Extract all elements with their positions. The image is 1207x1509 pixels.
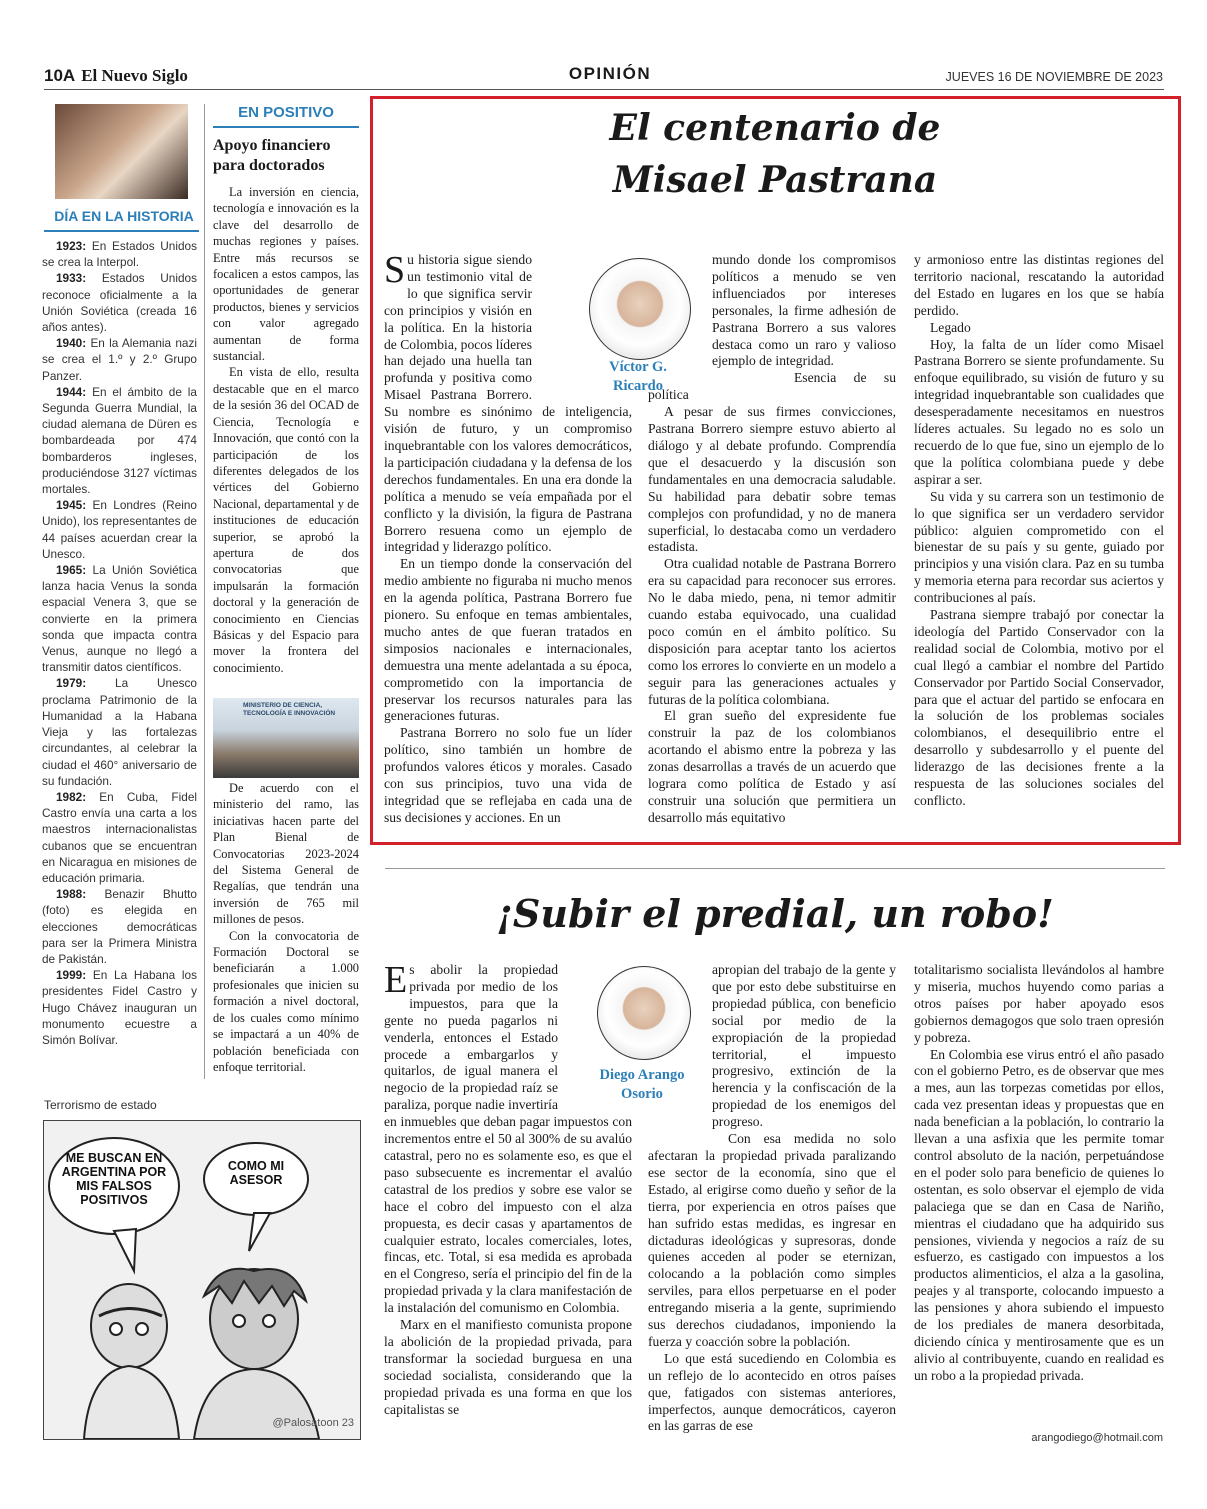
page-number: 10A bbox=[44, 66, 76, 85]
paragraph-text: s abolir la propiedad privada por medio de los impuestos, para que la gente no pueda pagarlos ni venderla, entonces el Estado procede a embargarlos y quitarlos, de igual manera el negocio de la propiedad raíz se paraliza, porque nadie invertiría en inmuebles que deban pagar impuestos con incrementos entre el 50 al 300% de su avalúo catastral, pero no es solamente eso, es que el paso subsecuente es incrementar el avalúo catastral de los predios y sobre ese valor se hace el cobro del impuesto con el alza propuesta, es decir casas y apartamentos de cualquier estrato, locales comerciales, lotes, fincas, etc. Total, si esa medida es aprobada en el Congreso, sería el principio del fin de la propiedad privada y la clara manifestación de la instalación del comunismo en Colombia. bbox=[384, 962, 632, 1316]
article2-column-2 bbox=[648, 962, 896, 1435]
historia-text: Estados Unidos reconoce oficialmente a la Unión Soviética (creada 16 años antes). bbox=[42, 271, 197, 335]
historia-year: 1933: bbox=[56, 271, 87, 286]
photo-banner: MINISTERIO DE CIENCIA, TECNOLOGÍA E INNOVACIÓN bbox=[243, 702, 336, 717]
historia-text: En Londres (Reino Unido), los representantes de 44 países acuerdan crear la Unesco. bbox=[42, 498, 197, 561]
historia-year: 1923: bbox=[56, 239, 87, 253]
historia-text: En La Habana los presidentes Fidel Castro y Hugo Chávez inauguran un monumento ecuestre a Simón Bolívar. bbox=[42, 968, 197, 1047]
dropcap: S bbox=[384, 249, 406, 291]
article1-column-2 bbox=[648, 252, 896, 827]
article2-title: ¡Subir el predial, un robo! bbox=[496, 891, 1054, 936]
historia-entry bbox=[42, 675, 197, 788]
historia-entry bbox=[42, 886, 197, 967]
article-separator bbox=[385, 868, 1165, 869]
dropcap: E bbox=[384, 959, 408, 1001]
historia-entry bbox=[42, 562, 197, 675]
historia-year: 1944: bbox=[56, 384, 87, 399]
subheading: Legado bbox=[930, 319, 971, 335]
historia-rule bbox=[44, 230, 199, 232]
paragraph: Con la convocatoria de Formación Doctoral se beneficiarán a 1.000 profesionales que inicien su formación a nivel doctoral, de los cuales como mínimo se impactará a un 40% de población beneficiada con enfoque territorial. bbox=[213, 928, 359, 1074]
historia-photo bbox=[55, 104, 188, 199]
historia-year: 1982: bbox=[56, 789, 87, 804]
historia-text: En la Alemania nazi se crea el 1.º y 2.º Grupo Panzer. bbox=[42, 336, 197, 383]
masthead bbox=[44, 66, 188, 86]
article1-title bbox=[380, 102, 1170, 206]
paragraph: Con esa medida no solo afectaran la propiedad privada paralizando ese sector de la economía, sino que el Estado, al erigirse como dueño y señor de la tierra, por experiencia en otros países que han sufrido estas medidas, es ingresar en dictaduras ideológicas y supresoras, donde quienes acceden al poder se eternizan, colocando a la población como simples serviles, para ellos perpetuarse en el poder entregando miseria a la gente, suprimiendo sus derechos ciudadanos, imponiendo la fuerza y coacción sobre la población. bbox=[648, 1131, 896, 1349]
section-title: OPINIÓN bbox=[568, 64, 652, 83]
cartoon-drawing bbox=[44, 1121, 360, 1439]
paragraph: En Colombia ese virus entró el año pasado con el gobierno Petro, es de observar que mes a mes, aun las torpezas cometidas por ellos, cada vez presentan ideas y propuestas que en nada benefician a la población, lo contrario la llevan a una asfixia que les permite tomar control absoluto de la nación, perpetuándose en el poder solo para beneficio de quienes lo ostentan, es solo observar el ejemplo de vida palaciega que se dan en Casa de Nariño, mientras el ciudadano que ha adquirido sus pensiones, vivienda y negocios a raíz de su esfuerzo, es castigado con impuestos a los productos alimenticios, el alza a la gasolina, peajes y al transporte, colocando impuesto a las pensiones y ahora subiendo el impuesto de los prediales de manera desorbitada, diciendo cínica y mentirosamente que es un alivio al contribuyente, cuando en realidad es un robo a la propiedad privada. bbox=[914, 1046, 1164, 1383]
header-rule bbox=[44, 89, 1164, 90]
article1-author: Víctor G. Ricardo bbox=[609, 359, 667, 394]
paragraph: La inversión en ciencia, tecnología e innovación es la clave del desarrollo de muchas regiones y países. Entre más recursos se focalicen a estos campos, las oportunidades de generar productos, bienes y servicios con valor agregado aumentan de forma sustancial. bbox=[213, 185, 359, 364]
historia-text: La Unión Soviética lanza hacia Venus la sonda espacial Venera 3, que se convierte en la primera sonda que impacta contra Venus, aunque no llegó a transmitir datos científicos. bbox=[42, 563, 197, 675]
paragraph: En un tiempo donde la conservación del medio ambiente no figuraba ni mucho menos en la agenda política, Pastrana Borrero fue pionero. Su enfoque en temas ambientales, mucho antes de que fueran tratados en simposios nacionales e internacionales, demuestra una mente adelantada a su época, comprometido con la importancia de preservar los recursos naturales para las generaciones futuras. bbox=[384, 556, 632, 724]
historia-year: 1988: bbox=[56, 887, 87, 902]
paragraph: De acuerdo con el ministerio del ramo, las iniciativas hacen parte del Plan Bienal de Convocatorias 2023-2024 del Sistema General de Regalías, que tendrán una inversión de 765 mil millones de pesos. bbox=[213, 781, 359, 927]
paragraph-text: u historia sigue siendo un testimonio vital de lo que significa servir con principios y visión en la política. En la historia de Colombia, pocos líderes han dejado una huella tan profunda y positiva como Misael Pastrana Borrero. Su nombre es sinónimo de inteligencia, visión de futuro, y un compromiso inquebrantable con los valores democráticos, la participación ciudadana y la defensa de los derechos fundamentales. En una era donde la política a menudo se veía empañada por el conflicto y la división, la figura de Pastrana Borrero resuena como un ejemplo de integridad y liderazgo político. bbox=[384, 252, 632, 555]
historia-title: DÍA EN LA HISTORIA bbox=[54, 208, 194, 224]
paragraph: Pastrana Borrero no solo fue un líder político, sino también un hombre de profundos valores éticos y morales. Casado con sus principios, tuvo una vida de integridad que se reflejaba en cada una de sus decisiones y acciones. En un bbox=[384, 725, 632, 825]
historia-year: 1979: bbox=[56, 676, 87, 691]
cartoon-bubble-2: COMO MI ASESOR bbox=[227, 1159, 285, 1187]
historia-entry bbox=[42, 789, 197, 886]
historia-year: 1945: bbox=[56, 498, 87, 513]
paragraph: Hoy, la falta de un líder como Misael Pastrana Borrero se siente profundamente. Su enfoque equilibrado, su visión de futuro y su integridad inquebrantable son cualidades que desesperadamente necesitamos en nuestros líderes actuales. Su legado no es solo un recuerdo de lo que fue, sino un ejemplo de lo que la política colombiana puede y debe aspirar a ser. bbox=[914, 336, 1164, 487]
paragraph: En vista de ello, resulta destacable que en el marco de la sesión 36 del OCAD de Ciencia, Tecnología e Innovación, que contó con la participación de los diferentes delegados de los vértices del Gobierno Nacional, departamental y de instituciones de educación superior, se aprobó la apertura de dos convocatorias que impulsarán la formación doctoral y la generación de conocimiento en Ciencias Básicas y del Espacio para mover la frontera del conocimiento. bbox=[213, 365, 359, 675]
positivo-body bbox=[213, 184, 359, 676]
paragraph: Su vida y su carrera son un testimonio de lo que significa ser un verdadero servidor público: alguien comprometido con el bienestar de su país y su gente, guiado por principios y una visión clara. Paz en su tumba y memoria eterna para recordar sus aciertos y contribuciones al país. bbox=[914, 488, 1164, 606]
positivo-rule bbox=[213, 126, 359, 128]
paragraph: A pesar de sus firmes convicciones, Pastrana Borrero siempre estuvo abierto al diálogo y al debate profundo. Comprendía que el desacuerdo y la discusión son fundamentales en una democracia saludable. Su habilidad para debatir sobre temas complejos con profundidad, y no de manera superficial, lo destacaba como un verdadero estadista. bbox=[648, 404, 896, 555]
historia-year: 1940: bbox=[56, 336, 87, 351]
column-divider bbox=[204, 104, 205, 1079]
author-spacer bbox=[648, 962, 708, 1132]
article2-column-1 bbox=[384, 959, 632, 1418]
cartoon-bubble-1: ME BUSCAN EN ARGENTINA POR MIS FALSOS POSITIVOS bbox=[61, 1151, 167, 1207]
cartoon bbox=[43, 1120, 361, 1440]
author-spacer bbox=[648, 252, 708, 382]
subheading: Esencia de su política bbox=[648, 370, 896, 403]
historia-year: 1999: bbox=[56, 968, 87, 983]
paragraph: Pastrana siempre trabajó por conectar la ideología del Partido Conservador con la realidad social de Colombia, motivo por el cual llegó a cambiar el nombre del Partido Conservador por Partido Social Conservador, para que el actuar del partido se enfocara en la solución de los problemas sociales colombianos, el desequilibrio entre el desarrollo y subdesarrollo y el puente del liderazgo de las decisiones frente a la respuesta de las soluciones sociales del conflicto. bbox=[914, 607, 1164, 808]
historia-entry bbox=[42, 497, 197, 562]
paragraph: totalitarismo socialista llevándolos al hambre y miseria, muchos huyendo como parias a otros países por haber apoyado esos gobiernos demagogos que solo traen opresión y pobreza. bbox=[914, 962, 1164, 1045]
historia-entry bbox=[42, 335, 197, 384]
historia-entry bbox=[42, 384, 197, 497]
positivo-body-2 bbox=[213, 780, 359, 1075]
newspaper-name: El Nuevo Siglo bbox=[81, 66, 188, 85]
historia-entry bbox=[42, 270, 197, 335]
paragraph: El gran sueño del expresidente fue construir la paz de los colombianos acortando el abismo entre la pobreza y las zonas desarrollas a través de un acuerdo que lograra como política de Estado y así construir una solución que permitiera un desarrollo más equitativo bbox=[648, 708, 896, 825]
positivo-photo bbox=[213, 698, 359, 778]
historia-text: En Cuba, Fidel Castro envía una carta a los maestros internacionalistas cubanos que se encuentran en Nicaragua en misiones de educación primaria. bbox=[42, 789, 197, 885]
historia-list bbox=[42, 238, 197, 1048]
paragraph: y armonioso entre las distintas regiones del territorio nacional, rescatando la autoridad del Estado en lugares en los que se había perdido. bbox=[914, 252, 1164, 318]
article2-column-3 bbox=[914, 962, 1164, 1385]
article1-title-line1: El centenario de bbox=[609, 107, 941, 149]
historia-entry bbox=[42, 238, 197, 270]
paragraph: Marx en el manifiesto comunista propone la abolición de la propiedad privada, para transformar la sociedad burguesa en una sociedad socialista, considerando que la propiedad privada es una forma en que los capitalistas se bbox=[384, 1317, 632, 1417]
historia-text: Benazir Bhutto (foto) es elegida en elecciones democráticas para ser la Primera Ministra de Pakistán. bbox=[42, 887, 197, 966]
paragraph: apropian del trabajo de la gente y que por esto debe substituirse en propiedad pública, con beneficio social por medio de la expropiación de la propiedad territorial, el impuesto progresivo, extinción de la herencia y la confiscación de la propiedad de los enemigos del progreso. bbox=[712, 962, 896, 1130]
article1-column-3 bbox=[914, 252, 1164, 810]
article1-title-line2: Misael Pastrana bbox=[612, 159, 938, 201]
historia-text: En el ámbito de la Segunda Guerra Mundial, la ciudad alemana de Düren es bombardeada por 474 bombarderos ingleses, produciéndose 3127 víctimas mortales. bbox=[42, 384, 197, 497]
article1-column-1 bbox=[384, 249, 632, 827]
author-email[interactable]: arangodiego@hotmail.com bbox=[1031, 1432, 1163, 1444]
paragraph: Otra cualidad notable de Pastrana Borrero era su capacidad para reconocer sus errores. No le daba miedo, pena, ni temor admitir cuando estaba equivocado, una cualidad poco común en el ámbito político. Su disposición para aceptar tanto los aciertos como los errores lo convierte en un modelo a seguir para las generaciones actuales y futuras de la política colombiana. bbox=[648, 556, 896, 707]
positivo-headline: Apoyo financiero para doctorados bbox=[213, 137, 331, 174]
historia-year: 1965: bbox=[56, 563, 87, 578]
paragraph: Lo que está sucediendo en Colombia es un reflejo de lo acontecido en otros países que, fatigados con sistemas anteriores, imperfectos, aunque democráticos, cayeron en las garras de ese bbox=[648, 1350, 896, 1434]
issue-date: JUEVES 16 DE NOVIEMBRE DE 2023 bbox=[945, 70, 1163, 84]
paragraph: mundo donde los compromisos políticos a menudo se ven influenciados por intereses personales, la firme adhesión de Pastrana Borrero a sus valores destaca como un raro y valioso ejemplo de integridad. bbox=[712, 252, 896, 369]
positivo-section: EN POSITIVO bbox=[238, 104, 334, 121]
article2-author: Diego Arango Osorio bbox=[599, 1067, 685, 1102]
historia-entry bbox=[42, 967, 197, 1048]
historia-text: En Estados Unidos se crea la Interpol. bbox=[42, 239, 197, 270]
cartoon-credit: @Palosatoon 23 bbox=[272, 1417, 354, 1429]
cartoon-caption: Terrorismo de estado bbox=[44, 1098, 157, 1112]
historia-text: La Unesco proclama Patrimonio de la Humanidad a la Habana Vieja y las fortalezas circundantes, al celebrar la ciudad el 460° aniversario de su fundación. bbox=[42, 676, 197, 788]
